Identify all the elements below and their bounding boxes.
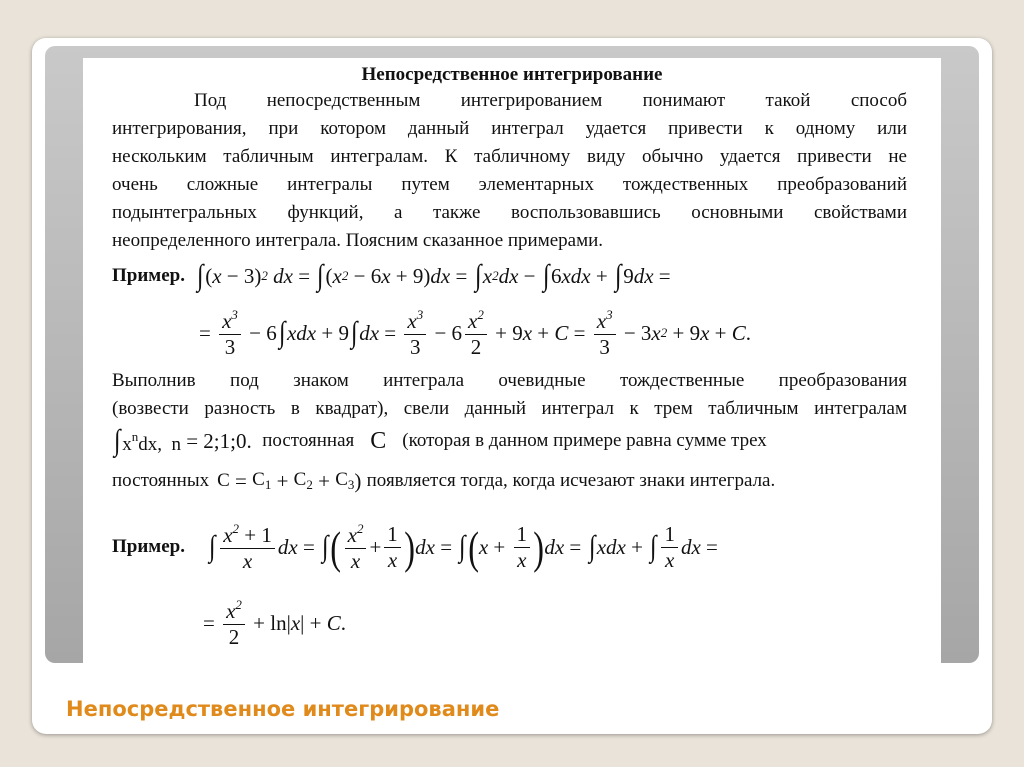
slide-footer-title: Непосредственное интегрирование (66, 697, 500, 721)
paragraph-line-3: нескольким табличным интегралам. К табличному виду обычно удается привести не (112, 146, 907, 167)
constants-text: постоянных (112, 470, 210, 491)
example-1-result: = $\frac{x^3}{3}$ − 6 ∫ xdx + 9 ∫ dx = $\frac{x^3}{3}$ − 6 $\frac{x^2}{2}$ + 9 x + C = $\frac{x^3}{3}$ − 3 x 2 + 9 x + C . (199, 307, 752, 359)
document-image (83, 58, 941, 663)
explanation-line-4: постоянных C = $C_1$ + $C_2$ + $C_3$ ) появляется тогда, когда исчезают знаки интеграла. (112, 468, 776, 493)
paragraph-line-5: подынтегральных функций, а также воспользовавшись основными свойствами (112, 202, 907, 223)
explanation-line-4-end: появляется тогда, когда исчезают знаки интеграла. (366, 470, 776, 491)
example-2-label: Пример. (112, 536, 185, 557)
paragraph-line-6: неопределенного интеграла. Поясним сказанное примерами. (112, 230, 604, 251)
paragraph-line-1: Под непосредственным интегрированием понимают такой способ (194, 90, 907, 111)
explanation-line-1: Выполнив под знаком интеграла очевидные тождественные преобразования (112, 370, 907, 391)
example-2-equation: Пример. ∫ $\frac{x^2 + 1}{x}$ dx = ∫ ( $\frac{x^2}{x}$ + $\frac{1}{x}$ ) dx = ∫ ( x + $\frac{1}{x}$ ) dx = ∫ xdx + ∫ $\frac{1}{x}$ dx = (112, 521, 718, 573)
document-title: Непосредственное интегрирование (361, 64, 663, 85)
constant-text: постоянная (262, 430, 355, 451)
explanation-line-3-end: (которая в данном примере равна сумме трех (402, 430, 767, 451)
paragraph-line-4: очень сложные интегралы путем элементарных тождественных преобразований (112, 174, 907, 195)
example-1-equation: Пример. ∫ ( x − 3) 2 dx = ∫ ( x 2 − 6 x + 9) dx = ∫ x 2 dx − ∫ 6 xdx + ∫ 9 dx = (112, 259, 671, 292)
example-2-result: = $\frac{x^2}{2}$ + ln| x | + C . (203, 597, 346, 649)
explanation-line-3: $\int x^ndx$, n = 2;1;0. постоянная C (которая в данном примере равна сумме трех (113, 424, 767, 457)
example-1-label: Пример. (112, 265, 185, 286)
explanation-line-2: (возвести разность в квадрат), свели данный интеграл к трем табличным интегралам (112, 398, 907, 419)
paragraph-line-2: интегрирования, при котором данный интеграл удается привести к одному или (112, 118, 907, 139)
